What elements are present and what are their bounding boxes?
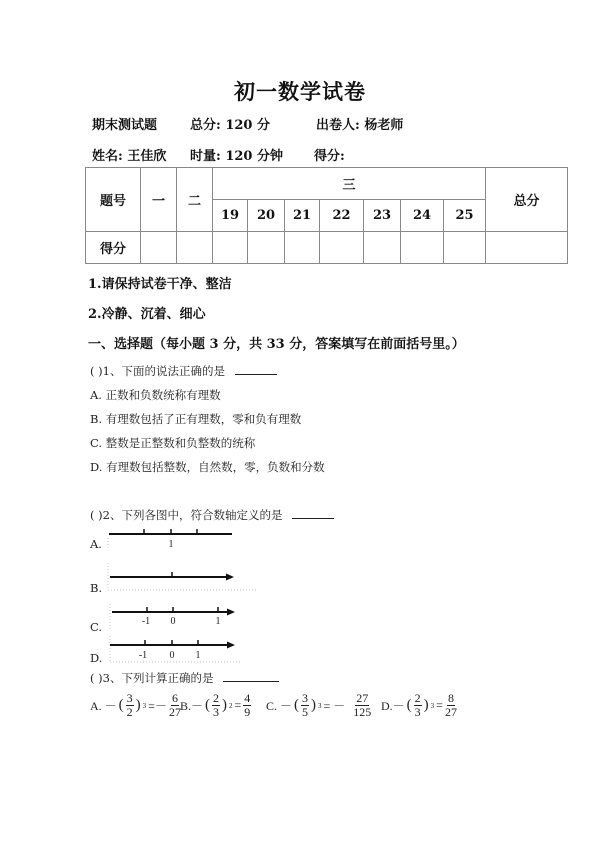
number-line-c bbox=[112, 607, 235, 616]
exponent: 3 bbox=[318, 701, 322, 710]
number-line-b bbox=[110, 572, 234, 581]
open-paren: ( bbox=[294, 697, 300, 713]
q2-option-d-label: D. bbox=[90, 651, 103, 665]
close-paren: ) bbox=[423, 697, 429, 713]
col-total: 总分 bbox=[486, 168, 568, 232]
section-1-title: 一、选择题（每小题 3 分，共 33 分，答案填写在前面括号里。） bbox=[88, 337, 465, 352]
fraction: $\frac{2}{3}$ bbox=[213, 691, 220, 719]
tick-label-1: 1 bbox=[195, 650, 201, 661]
option-label: C. － bbox=[266, 699, 293, 713]
equals: = bbox=[436, 698, 443, 712]
page-title: 初一数学试卷 bbox=[234, 79, 366, 104]
col-section-2: 二 bbox=[177, 168, 213, 232]
option-label: A. － bbox=[90, 699, 117, 713]
rule-1: 1.请保持试卷干净、整洁 bbox=[88, 277, 232, 292]
col-q23: 23 bbox=[364, 200, 401, 232]
exponent: 3 bbox=[142, 701, 147, 710]
question-1-text: ( )1、下面的说法正确的是 bbox=[90, 364, 225, 378]
q3-option-b bbox=[180, 692, 251, 719]
option-label: B.－ bbox=[180, 699, 204, 713]
score-label: 得分: bbox=[314, 149, 345, 164]
dotted-frame bbox=[108, 538, 256, 662]
fraction: $\frac{6}{27}$ bbox=[168, 691, 181, 719]
option-label: D.－ bbox=[381, 699, 405, 713]
exam-type: 期末测试题 bbox=[92, 118, 158, 133]
question-2-text: ( )2、下列各图中，符合数轴定义的是 bbox=[90, 508, 283, 522]
author-label: 出卷人: 杨老师 bbox=[316, 118, 404, 133]
col-q20: 20 bbox=[248, 200, 285, 232]
q3-option-c bbox=[266, 692, 371, 719]
fraction: $\frac{3}{2}$ bbox=[126, 691, 133, 719]
exponent: 2 bbox=[229, 701, 233, 710]
tick-label-minus-1: -1 bbox=[138, 650, 148, 661]
q1-option-a: A. 正数和负数统称有理数 bbox=[90, 388, 221, 402]
q2-option-a-label: A. bbox=[90, 537, 102, 551]
rule-2: 2.冷静、沉着、细心 bbox=[88, 307, 206, 322]
col-section-1: 一 bbox=[141, 168, 177, 232]
col-q21: 21 bbox=[285, 200, 320, 232]
col-section-3: 三 bbox=[213, 168, 486, 200]
col-q19: 19 bbox=[213, 200, 248, 232]
student-name-label: 姓名: 王佳欣 bbox=[92, 149, 167, 164]
q1-option-d: D. 有理数包括整数，自然数，零，负数和分数 bbox=[90, 460, 325, 474]
number-line-d bbox=[110, 640, 235, 649]
fraction: $\frac{2}{3}$ bbox=[414, 691, 421, 719]
q2-option-b-label: B. bbox=[90, 581, 103, 595]
close-paren: ) bbox=[311, 697, 317, 713]
tick-label-0: 0 bbox=[169, 650, 175, 661]
row-label-score: 得分 bbox=[86, 232, 141, 264]
row-header-question-number: 题号 bbox=[86, 168, 141, 232]
number-line-a bbox=[109, 529, 232, 534]
col-q22: 22 bbox=[320, 200, 364, 232]
q1-option-b: B. 有理数包括了正有理数，零和负有理数 bbox=[90, 412, 302, 426]
equals: =－ bbox=[148, 699, 167, 713]
tick-label-0: 0 bbox=[170, 616, 176, 627]
equals: = － bbox=[323, 699, 346, 713]
fraction: $\frac{4}{9}$ bbox=[244, 691, 251, 719]
q1-option-c: C. 整数是正整数和负整数的统称 bbox=[90, 436, 256, 450]
open-paren: ( bbox=[205, 697, 211, 713]
close-paren: ) bbox=[135, 697, 141, 713]
close-paren: ) bbox=[222, 697, 228, 713]
answer-blank[interactable] bbox=[223, 671, 279, 682]
fraction: $\frac{8}{27}$ bbox=[444, 691, 457, 719]
open-paren: ( bbox=[118, 697, 124, 713]
equals: = bbox=[234, 698, 242, 712]
q3-option-d bbox=[381, 692, 457, 719]
question-3-text: ( )3、下列计算正确的是 bbox=[90, 671, 214, 685]
exponent: 3 bbox=[430, 701, 435, 710]
question-3 bbox=[90, 670, 279, 686]
fraction: $\frac{3}{5}$ bbox=[302, 691, 309, 719]
tick-label-minus-1: -1 bbox=[141, 616, 151, 627]
tick-label: 1 bbox=[168, 539, 174, 550]
col-q24: 24 bbox=[401, 200, 444, 232]
time-label: 时量: 120 分钟 bbox=[190, 149, 283, 164]
col-q25: 25 bbox=[444, 200, 486, 232]
total-score-label: 总分: 120 分 bbox=[190, 118, 270, 133]
open-paren: ( bbox=[406, 697, 412, 713]
fraction: $\frac{27}{125}$ bbox=[353, 691, 372, 719]
tick-label-1: 1 bbox=[215, 616, 221, 627]
q3-option-a bbox=[90, 692, 181, 719]
q2-option-c-label: C. bbox=[90, 620, 103, 634]
